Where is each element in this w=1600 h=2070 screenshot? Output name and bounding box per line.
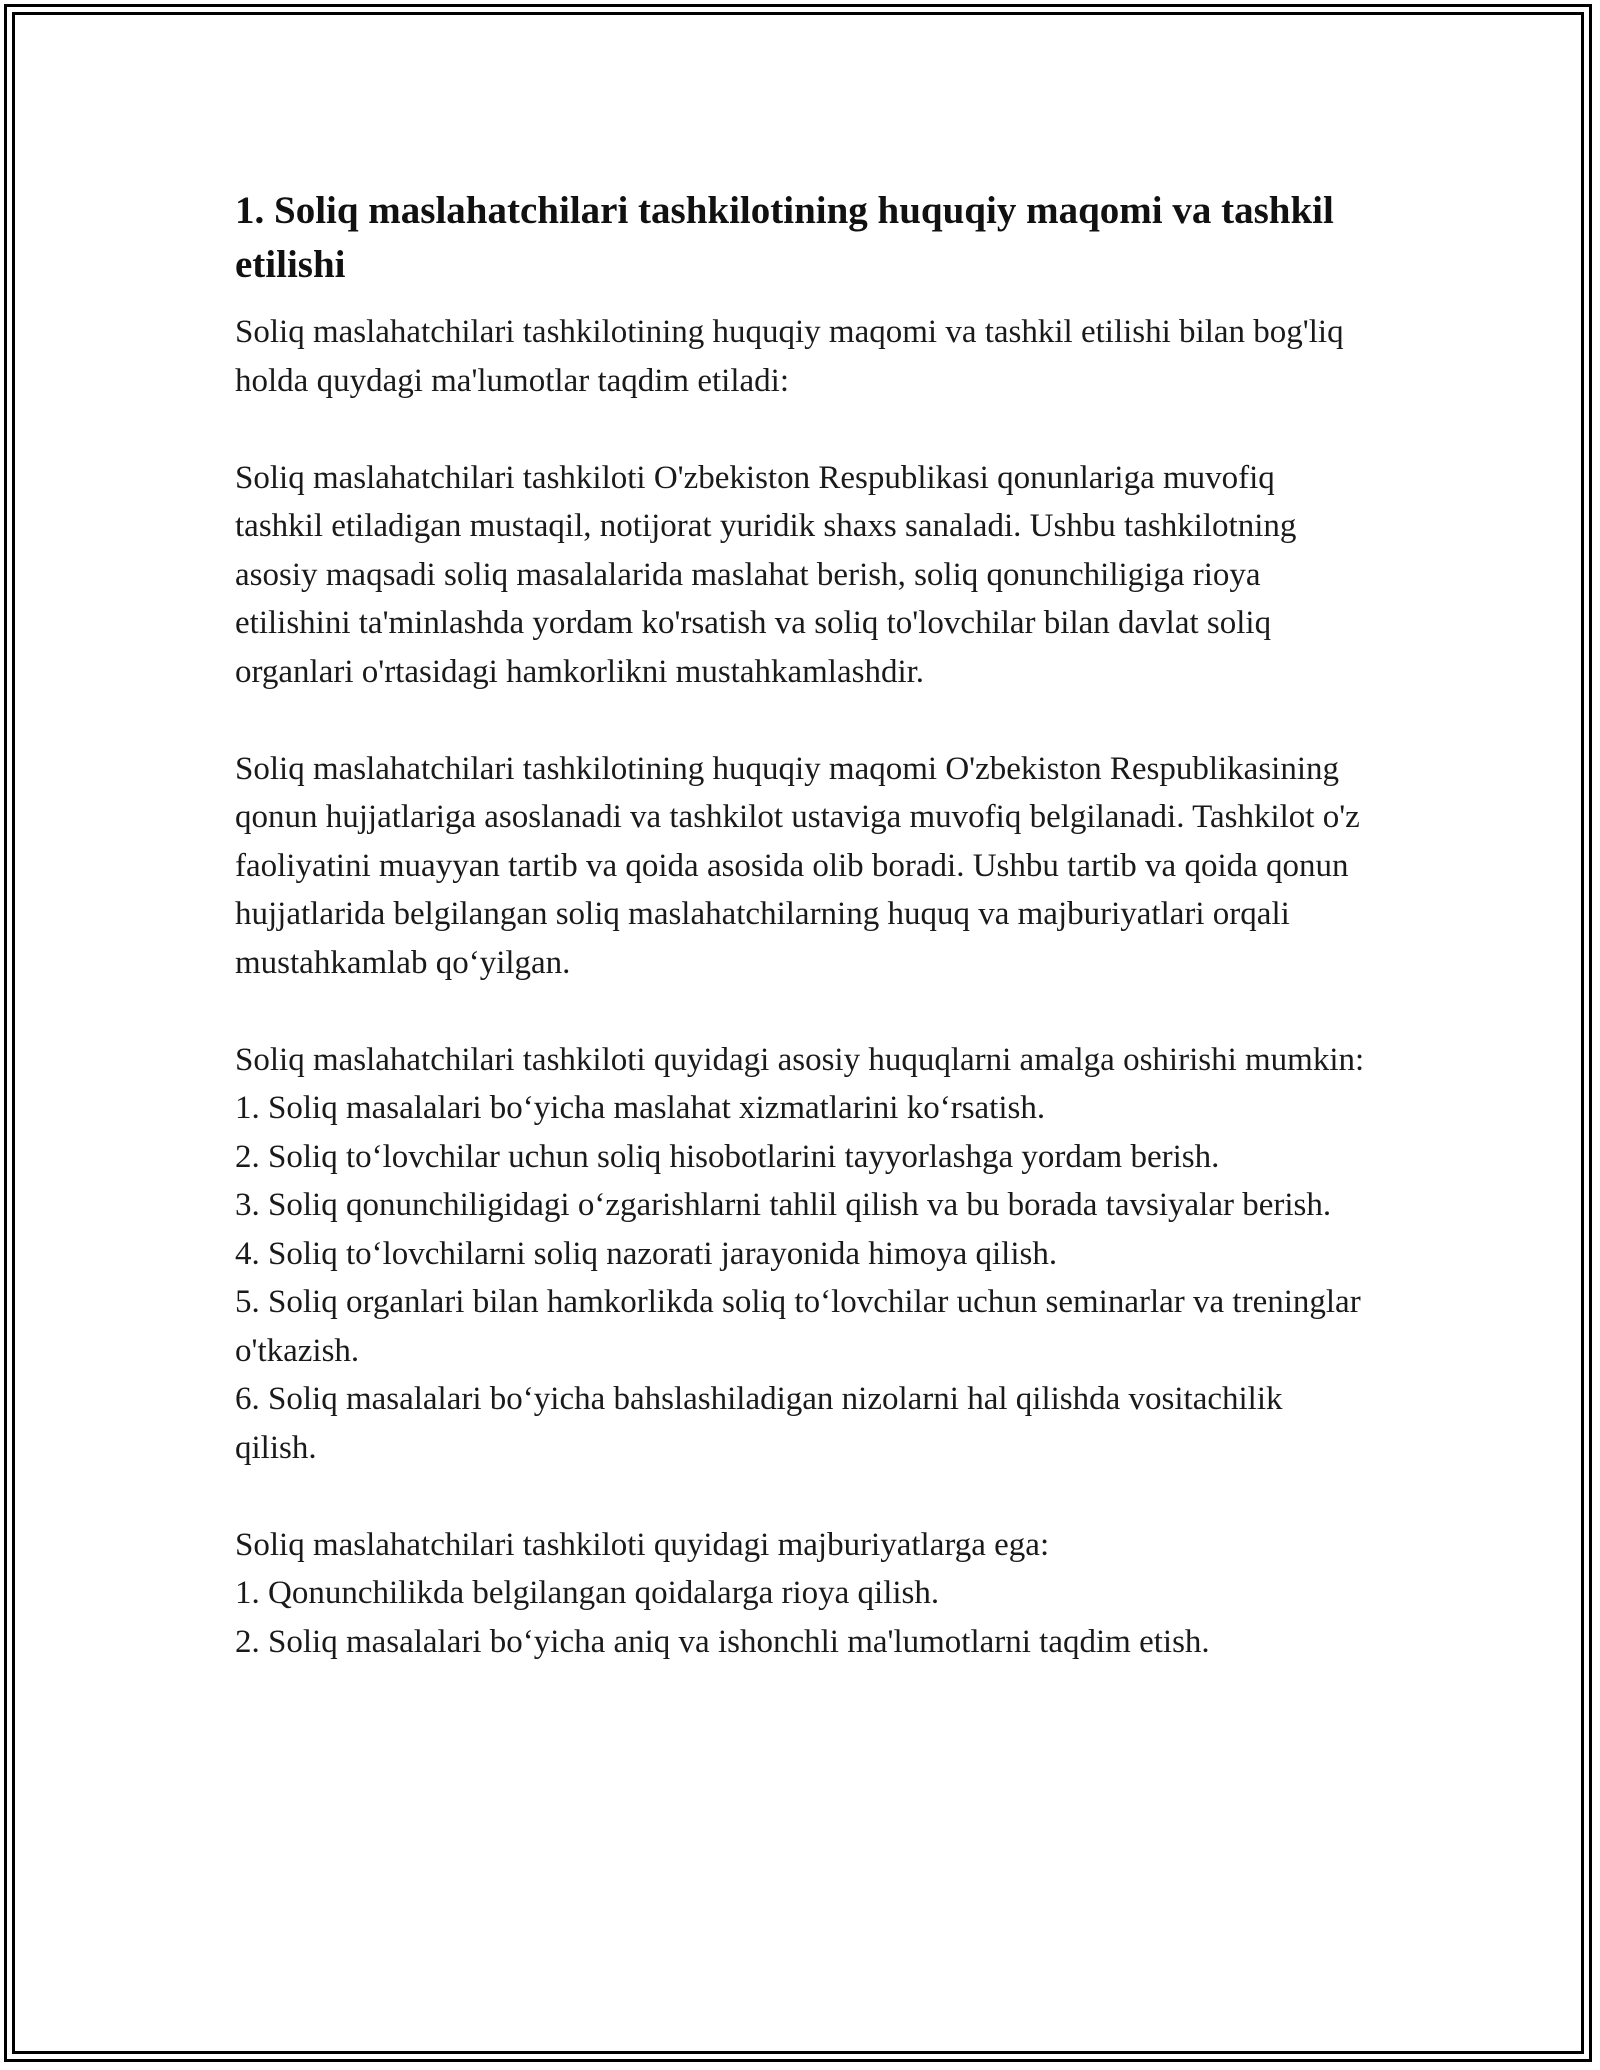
obligations-list-item: 2. Soliq masalalari bo‘yicha aniq va ishonchli ma'lumotlarni taqdim etish. [235, 1623, 1210, 1660]
section-heading: 1. Soliq maslahatchilari tashkilotining huquqiy maqomi va tashkil etilishi [235, 189, 1334, 286]
intro-paragraph: Soliq maslahatchilari tashkilotining huquqiy maqomi va tashkil etilishi bilan bog'liq holda quydagi ma'lumotlar taqdim etiladi: [235, 314, 1344, 399]
rights-list-item: 2. Soliq to‘lovchilar uchun soliq hisobotlarini tayyorlashga yordam berish. [235, 1138, 1220, 1175]
rights-list-item: 1. Soliq masalalari bo‘yicha maslahat xizmatlarini ko‘rsatish. [235, 1090, 1046, 1126]
legal-status-paragraph: Soliq maslahatchilari tashkilotining huquqiy maqomi O'zbekiston Respublikasining qonun hujjatlariga asoslanadi va tashkilot ustaviga muvofiq belgilanadi. Tashkilot o'z faoliyatini muayyan tartib va qoida asosida olib boradi. Ushbu tartib va qoida qonun hujjatlarida belgilangan soliq maslahatchilarning huquq va majburiyatlari orqali mustahkamlab qo‘yilgan. [235, 750, 1360, 981]
rights-list-item: 3. Soliq qonunchiligidagi o‘zgarishlarni tahlil qilish va bu borada tavsiyalar berish. [235, 1187, 1332, 1223]
rights-list-intro: Soliq maslahatchilari tashkiloti quyidagi asosiy huquqlarni amalga oshirishi mumkin: [235, 1041, 1365, 1078]
organization-definition-paragraph: Soliq maslahatchilari tashkiloti O'zbekiston Respublikasi qonunlariga muvofiq tashkil etiladigan mustaqil, notijorat yuridik shaxs sanaladi. Ushbu tashkilotning asosiy maqsadi soliq masalalarida maslahat berish, soliq qonunchiligiga rioya etilishini ta'minlashda yordam ko'rsatish va soliq to'lovchilar bilan davlat soliq organlari o'rtasidagi hamkorlikni mustahkamlashdir. [235, 459, 1297, 690]
rights-list-item: 4. Soliq to‘lovchilarni soliq nazorati jarayonida himoya qilish. [235, 1235, 1058, 1272]
rights-list-item: 5. Soliq organlari bilan hamkorlikda soliq to‘lovchilar uchun seminarlar va treninglar o'tkazish. [235, 1284, 1361, 1369]
rights-list-item: 6. Soliq masalalari bo‘yicha bahslashiladigan nizolarni hal qilishda vositachilik qilish. [235, 1381, 1283, 1466]
obligations-list [235, 1521, 1365, 1667]
obligations-list-item: 1. Qonunchilikda belgilangan qoidalarga rioya qilish. [235, 1575, 940, 1611]
obligations-list-intro: Soliq maslahatchilari tashkiloti quyidagi majburiyatlarga ega: [235, 1526, 1050, 1563]
rights-list [235, 1036, 1365, 1473]
document-content [235, 184, 1365, 1715]
